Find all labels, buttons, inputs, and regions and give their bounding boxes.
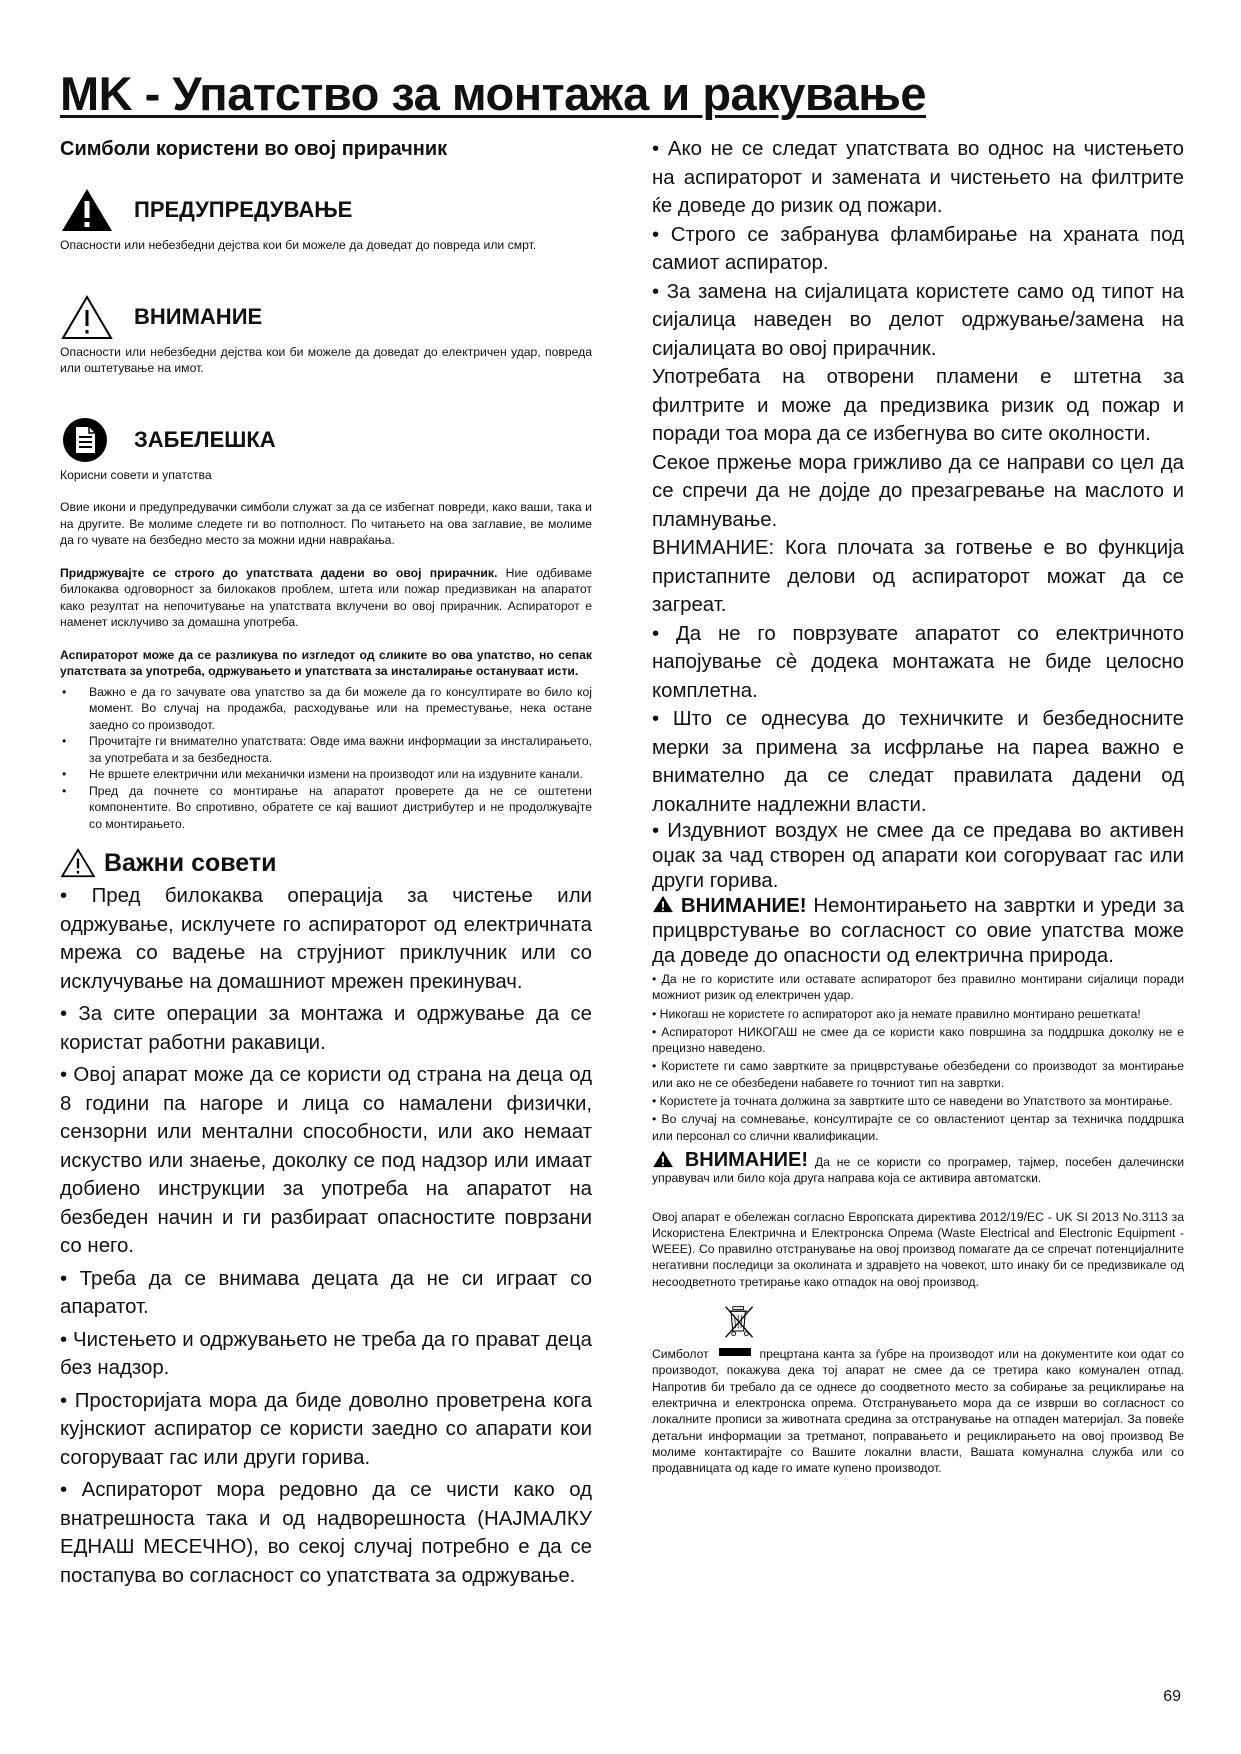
warning-filled-icon [652,1150,674,1168]
warning-symbol-row [60,187,592,233]
warning-text: Опасности или небезбедни дејства кои би можеле да доведат до повреда или смрт. [60,238,537,252]
advice-paragraph: • Чистењето и одржувањето не треба да го прават деца без надзор. [60,1328,592,1379]
right-paragraph: • За замена на сијалицата користете само од типот на сијалица наведен во делот одржување/замена на сијалицата во овој прирачник. [652,280,1184,360]
strict-text: Ние одбиваме билокаква одговорност за билокаков проблем, штета или пожар предизвикан на апаратот како резултат на непочитување на упатствата вклучени во овој прирачник. Аспираторот е наменет исклучиво за домашна употреба. [60,565,592,629]
note-text: Корисни совети и упатства [60,467,212,482]
right-paragraph: Секое пржење мора грижливо да се направи со цел да се спречи да не дојде до презагревање на маслото и пламнување. [652,451,1184,531]
warning-fastening-label: ВНИМАНИЕ! [680,895,807,917]
right-paragraph: Употребата на отворени пламени е штетна за филтрите и може да предизвика ризик од пожар и поради тоа мора да се избегнува во сите околности. [652,366,1184,445]
list-item: • Пред да почнете со монтирање на апаратот проверете да не се оштетени компонентите. Во спротивно, обратете се кај вашиот дистрибутер и не продолжувајте со монтирањето. [60,783,592,833]
right-paragraph: • Издувниот воздух не смее да се предава во активен оџак за чад створен од апарати кои согоруваат гас или други горива. [652,820,1184,892]
advice-paragraph: • Аспираторот мора редовно да се чисти како од внатрешноста така и од надворешноста (НАЈМАЛКУ ЕДНАШ МЕСЕЧНО), во секој случај потребно е да се постапува во согласност со упатствата за одржување. [60,1479,592,1587]
right-paragraph: • Да не го поврзувате апаратот со електричното напојување сè додека монтажата не биде целосно комплетна. [652,622,1184,702]
small-safety-list [652,971,1184,1144]
warning-fastening-text: Немонтирањето на завртки и уреди за прицврстување во согласност со овие упатства може да доведе до опасности од електрична природа. [652,895,1184,967]
symbols-heading: Симболи користени во овој прирачник [60,138,448,160]
caution-label: ВНИМАНИЕ [134,303,263,329]
symbol-paragraph [652,1346,1184,1476]
page-title: MK - Упатство за монтажа и ракување [60,67,926,120]
list-item: • Не вршете електрични или механички измени на производот или на издувните канали. [60,766,592,783]
warning-timer-label: ВНИМАНИЕ! [684,1148,809,1171]
advice-paragraph: • Овој апарат може да се користи од страна на деца од 8 години па нагоре и лица со намалени физички, сензорни или ментални способности, или ако немаат искуство или знаење, доколку се под надзор или имаат добиено инструкции за употреба на апаратот на безбеден начин и ги разбираат опасностите поврзани со него. [60,1064,592,1257]
list-item: • Прочитајте ги внимателно упатствата: Овде има важни информации за инсталирањето, за употребата и за безбедноста. [60,733,592,766]
advice-paragraph: • Просторијата мора да биде доволно проветрена кога кујнскиот аспиратор се користи заедно со апарати кои согоруваат гас или други горива. [60,1389,592,1469]
crossed-bin-icon [722,1304,758,1340]
note-label: ЗАБЕЛЕШКА [134,426,276,452]
strict-paragraph [60,565,592,631]
list-item: • Никогаш не користете го аспираторот ако ја немате правилно монтирано решетката! [652,1006,1141,1021]
right-paragraph: • Што се однесува до техничките и безбедносните мерки за примена за исфрлање на пареа важно е внимателно да се следат правилата дадени од локалните надлежни власти. [652,708,1184,816]
right-paragraph: ВНИМАНИЕ: Кога плочата за готвење е во функција пристапните делови од аспираторот можат да се загреат. [652,537,1184,616]
advice-paragraph: • Пред билокаква операција за чистење или одржување, исклучете го аспираторот од електричната мрежа со вадење на струјниот приклучник или со исклучување на домашниот мрежен прекинувач. [60,885,592,993]
symbol-word: Симболот [652,1347,709,1362]
important-label: Важни совети [104,848,277,877]
warning-filled-icon [60,187,114,233]
warning-outline-icon [60,848,96,878]
advice-paragraph: • За сите операции за монтажа и одржување да се користат работни ракавици. [60,1003,592,1054]
note-document-icon [60,417,114,463]
advice-paragraph: • Треба да се внимава децата да не си играат со апаратот. [60,1267,592,1318]
appearance-bold: Аспираторот може да се разликува по изгледот од сликите во ова упатство, но сепак упатствата за употреба, одржувањето и упатствата за инсталирање остануваат исти. [60,647,592,678]
warning-fastening-paragraph [652,894,1184,969]
symbol-text: прецртана канта за ѓубре на производот или на документите кои одат со производот, покажува дека тој апарат не смее да се третира како комунален отпад. Напротив би требало да се однесе до соодветното место за собирање за рециклирање на електрична и електронска опрема. Отстранувањето мора да се изврши во согласност со локалните прописи за животната средина за отстранување на отпаден материјал. За повеќе детаљни информации за третманот, поправањето и рециклирањето на овој производ Ве молиме контактирајте со Вашите локални власти, Вашата комунална служба или со продавницата од каде го имате купено производот. [652,1347,1184,1476]
note-symbol-row [60,417,592,463]
warning-outline-icon [60,294,114,340]
right-paragraph: • Ако не се следат упатствата во однос на чистењето на аспираторот и замената и чистењето на филтрите ќе доведе до ризик од пожари. [652,138,1184,217]
caution-symbol-row [60,294,592,340]
strict-bold: Придржувајте се строго до упатствата дадени во овој прирачник. [60,565,498,580]
warning-filled-icon [652,895,674,913]
warning-label: ПРЕДУПРЕДУВАЊЕ [134,197,353,222]
weee-paragraph: Овој апарат е обележан согласно Европската директива 2012/19/EC - UK SI 2013 No.3113 за Искористена Електрична и Електронска Опрема (Waste Electrical and Electronic Equipment - WEEE). Со правилно отстранување на овој производ помагате да се спречат потенцијалните негативни последици за околината и здравјето на човекот, што инаку би се предизвикале од несоодветното третирање како отпадок на овој производ. [652,1209,1184,1289]
list-item: • Користете ги само завртките за прицврстување обезбедени со производот за монтирање или ако не се обезбедени набавете го точниот тип на завртки. [652,1059,1184,1090]
list-item: • Да не го користите или оставате аспираторот без правилно монтирани сијалици поради можниот ризик од електричен удар. [652,972,1184,1003]
list-item: • Аспираторот НИКОГАШ не смее да се користи како површина за поддршка доколку не е прецизно наведено. [652,1024,1184,1056]
list-item: • Користете ја точната должина за завртките што се наведени во Упатството за монтирање. [652,1094,1173,1109]
list-item: • Важно е да го зачувате ова упатство за да би можеле да го консултирате во било кој момент. Во случај на продажба, расходување или на преместување, нека остане заедно со производот. [60,684,592,734]
list-item: • Во случај на сомневање, консултирајте се со овластениот центар за техничка поддршка или персонал со слични квалификации. [652,1112,1184,1143]
right-paragraph: • Строго се забранува фламбирање на храната под самиот аспиратор. [652,223,1184,274]
warning-timer-paragraph [652,1150,1184,1187]
warning-timer-text: Да не се користи со програмер, тајмер, посебен далечински управувач или било која друга направа која се активира автоматски. [652,1154,1184,1186]
bin-icon-row [652,1304,1184,1340]
caution-text: Опасности или небезбедни дејства кои би можеле да доведат до електричен удар, повреда или оштетување на имот. [60,344,592,375]
important-heading-row [60,846,592,880]
right-column [652,135,1184,1476]
intro-paragraph: Овие икони и предупредувачки симболи служат за да се избегнат повреди, како ваши, така и на другите. Ве молиме следете ги во потполност. По читањето на ова заглавие, ве молиме да го чувате на безбедно место за можни идни навраќања. [60,500,592,547]
appearance-paragraph [60,647,592,680]
page-number: 69 [1163,1688,1181,1705]
black-bar-symbol [719,1348,751,1356]
left-column [60,138,592,1590]
appearance-bullets [60,684,592,833]
important-advice [60,882,592,1590]
